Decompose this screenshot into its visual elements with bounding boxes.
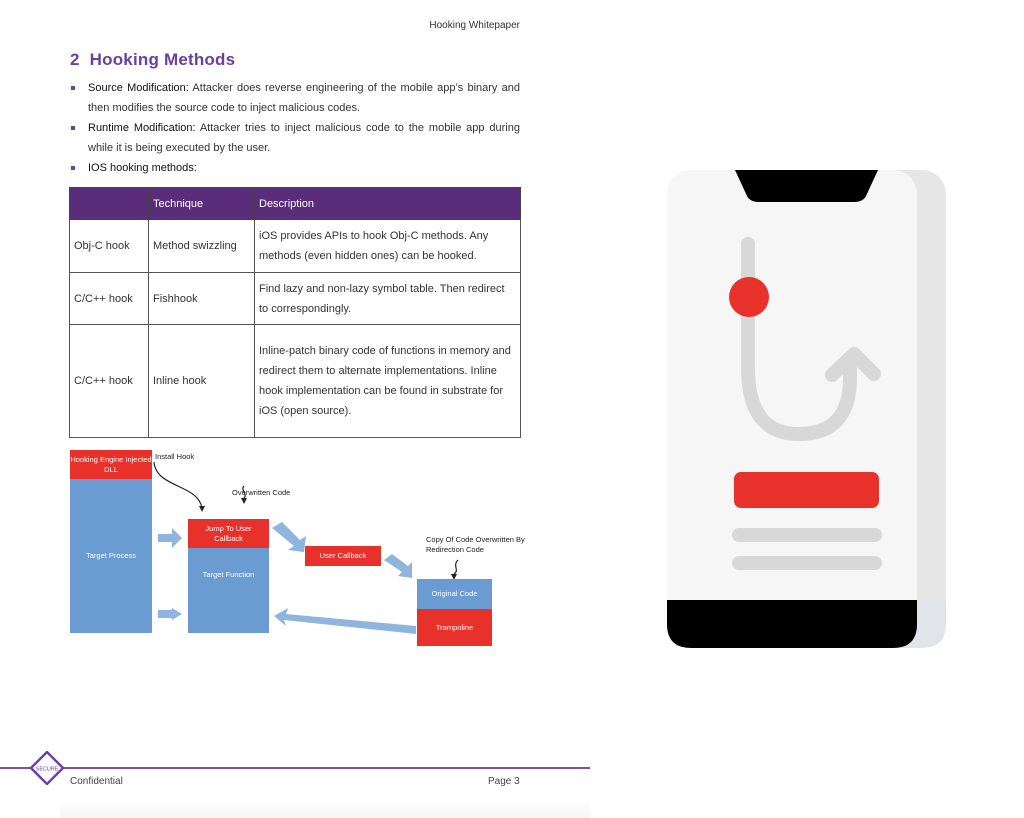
bullet-term: Runtime Modification:: [88, 122, 196, 134]
table-header-row: [70, 188, 521, 220]
table-cell: Method swizzling: [149, 220, 255, 273]
target-process-box: Target Process: [70, 479, 152, 633]
table-cell: Inline-patch binary code of functions in memory and redirect them to alternate implementations. Inline hook implementation can be found in substrate for iOS (open source).: [255, 325, 521, 438]
hooking-methods-table: [69, 187, 521, 438]
table-header: Description: [255, 188, 521, 220]
bullet-source-modification: [70, 78, 520, 118]
table-cell: Find lazy and non-lazy symbol table. Then redirect to correspondingly.: [255, 273, 521, 325]
user-callback-box: User Callback: [305, 546, 381, 566]
bullet-term: IOS hooking methods:: [88, 162, 197, 174]
section-title-text: Hooking Methods: [89, 50, 236, 69]
overwritten-code-label: Overwritten Code: [232, 488, 291, 497]
section-title: [70, 50, 235, 70]
phone-hook-icon: [666, 168, 948, 650]
footer-divider: [0, 767, 590, 769]
table-header: [70, 188, 149, 220]
secure-logo-icon: [30, 751, 64, 785]
logo-text: SECURE: [35, 766, 59, 773]
bullet-runtime-modification: [70, 118, 520, 158]
bullet-list: [70, 78, 520, 178]
bullet-term: Source Modification:: [88, 82, 189, 94]
bullet-text: Attacker tries to inject malicious code to the mobile app during while it is being executed by the user.: [88, 122, 520, 154]
bullet-ios-hooking: [70, 158, 520, 178]
table-cell: Obj-C hook: [70, 220, 149, 273]
table-cell: C/C++ hook: [70, 325, 149, 438]
original-code-box: Original Code: [417, 579, 492, 609]
table-cell: iOS provides APIs to hook Obj-C methods. Any methods (even hidden ones) can be hooked.: [255, 220, 521, 273]
install-hook-label: Install Hook: [155, 452, 195, 461]
page-bottom-shade: [60, 800, 590, 818]
table-row: [70, 220, 521, 273]
hooking-engine-box: Hooking Engine Injected DLL: [70, 450, 152, 479]
target-function-box: Target Function: [188, 548, 269, 633]
table-row: [70, 325, 521, 438]
footer-page-number: Page 3: [488, 776, 520, 787]
footer-confidential: Confidential: [70, 776, 123, 787]
table-cell: Fishhook: [149, 273, 255, 325]
table-header: Technique: [149, 188, 255, 220]
table-cell: C/C++ hook: [70, 273, 149, 325]
copy-of-code-label: Copy Of Code Overwritten By Redirection Code: [426, 535, 525, 554]
section-number: 2: [70, 50, 80, 69]
trampoline-box: Trampoline: [417, 609, 492, 646]
running-header: Hooking Whitepaper: [429, 20, 520, 31]
jump-to-user-callback-box: Jump To User Callback: [188, 519, 269, 548]
hooking-flow-diagram: [68, 448, 528, 653]
bullet-text: Attacker does reverse engineering of the mobile app’s binary and then modifies the source code to inject malicious codes.: [88, 82, 520, 114]
table-cell: Inline hook: [149, 325, 255, 438]
table-row: [70, 273, 521, 325]
